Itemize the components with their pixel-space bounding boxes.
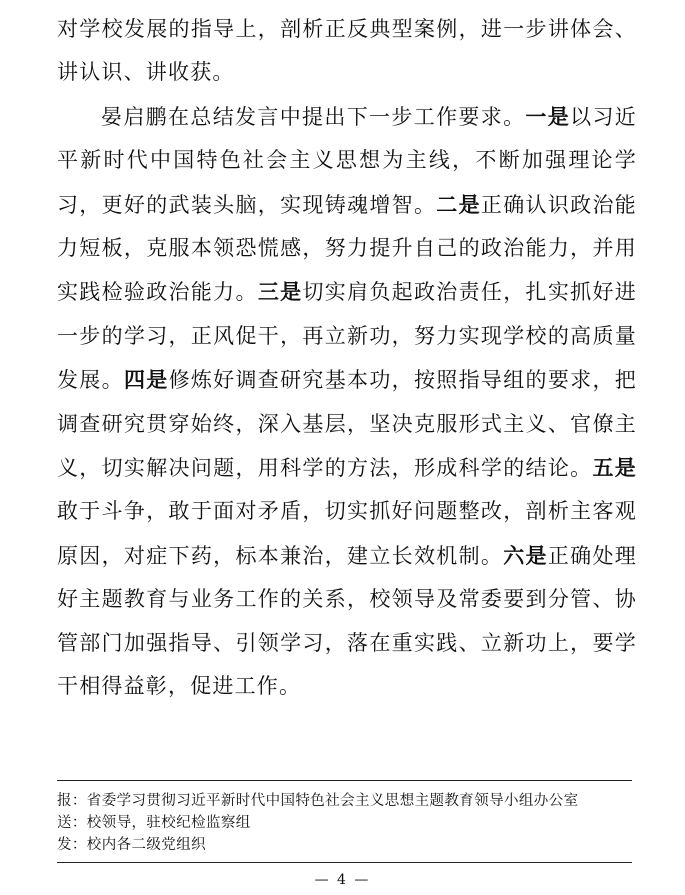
item-2-marker: 二是	[436, 191, 481, 217]
page-number: — 4 —	[314, 872, 371, 888]
item-3-marker: 三是	[257, 279, 303, 305]
item-4-marker: 四是	[123, 367, 169, 393]
item-1-text: 以习近平新时代中国特色社会主义思想为主线，不断加强理论学习，更好的武装头脑，实现铸魂增智。	[57, 104, 637, 217]
item-5-text: 敢于斗争，敢于面对矛盾，切实抓好问题整改，剖析主客观原因，对症下药，标本兼治，建立长效机制。	[57, 499, 637, 568]
report-to-line: 报：省委学习贯彻习近平新时代中国特色社会主义思想主题教育领导小组办公室	[57, 793, 579, 809]
requirements-intro: 晏启鹏在总结发言中提出下一步工作要求。	[101, 104, 526, 129]
item-6-text: 正确处理好主题教育与业务工作的关系，校领导及常委要到分管、协管部门加强指导、引领学习，落在重实践、立新功上，要学干相得益彰，促进工作。	[57, 543, 637, 699]
item-4-text: 修炼好调查研究基本功，按照指导组的要求，把调查研究贯穿始终，深入基层，坚决克服形式主义、官僚主义，切实解决问题，用科学的方法，形成科学的结论。	[57, 368, 637, 481]
distribution-footer	[57, 780, 632, 863]
item-1-marker: 一是	[525, 103, 571, 129]
item-3-text: 切实肩负起政治责任，扎实抓好进一步的学习，正风促干，再立新功，努力实现学校的高质量发展。	[57, 280, 637, 393]
item-5-marker: 五是	[592, 455, 637, 481]
item-2-text: 正确认识政治能力短板，克服本领恐慌感，努力提升自己的政治能力，并用实践检验政治能力。	[57, 192, 637, 305]
document-body	[57, 8, 637, 709]
paragraph-requirements	[57, 95, 637, 709]
paragraph-continuation: 对学校发展的指导上，剖析正反典型案例，进一步讲体会、讲认识、讲收获。	[57, 17, 637, 85]
item-6-marker: 六是	[503, 542, 548, 568]
send-to-line: 送：校领导，驻校纪检监察组	[57, 815, 251, 831]
issue-to-line: 发：校内各二级党组织	[57, 837, 206, 853]
